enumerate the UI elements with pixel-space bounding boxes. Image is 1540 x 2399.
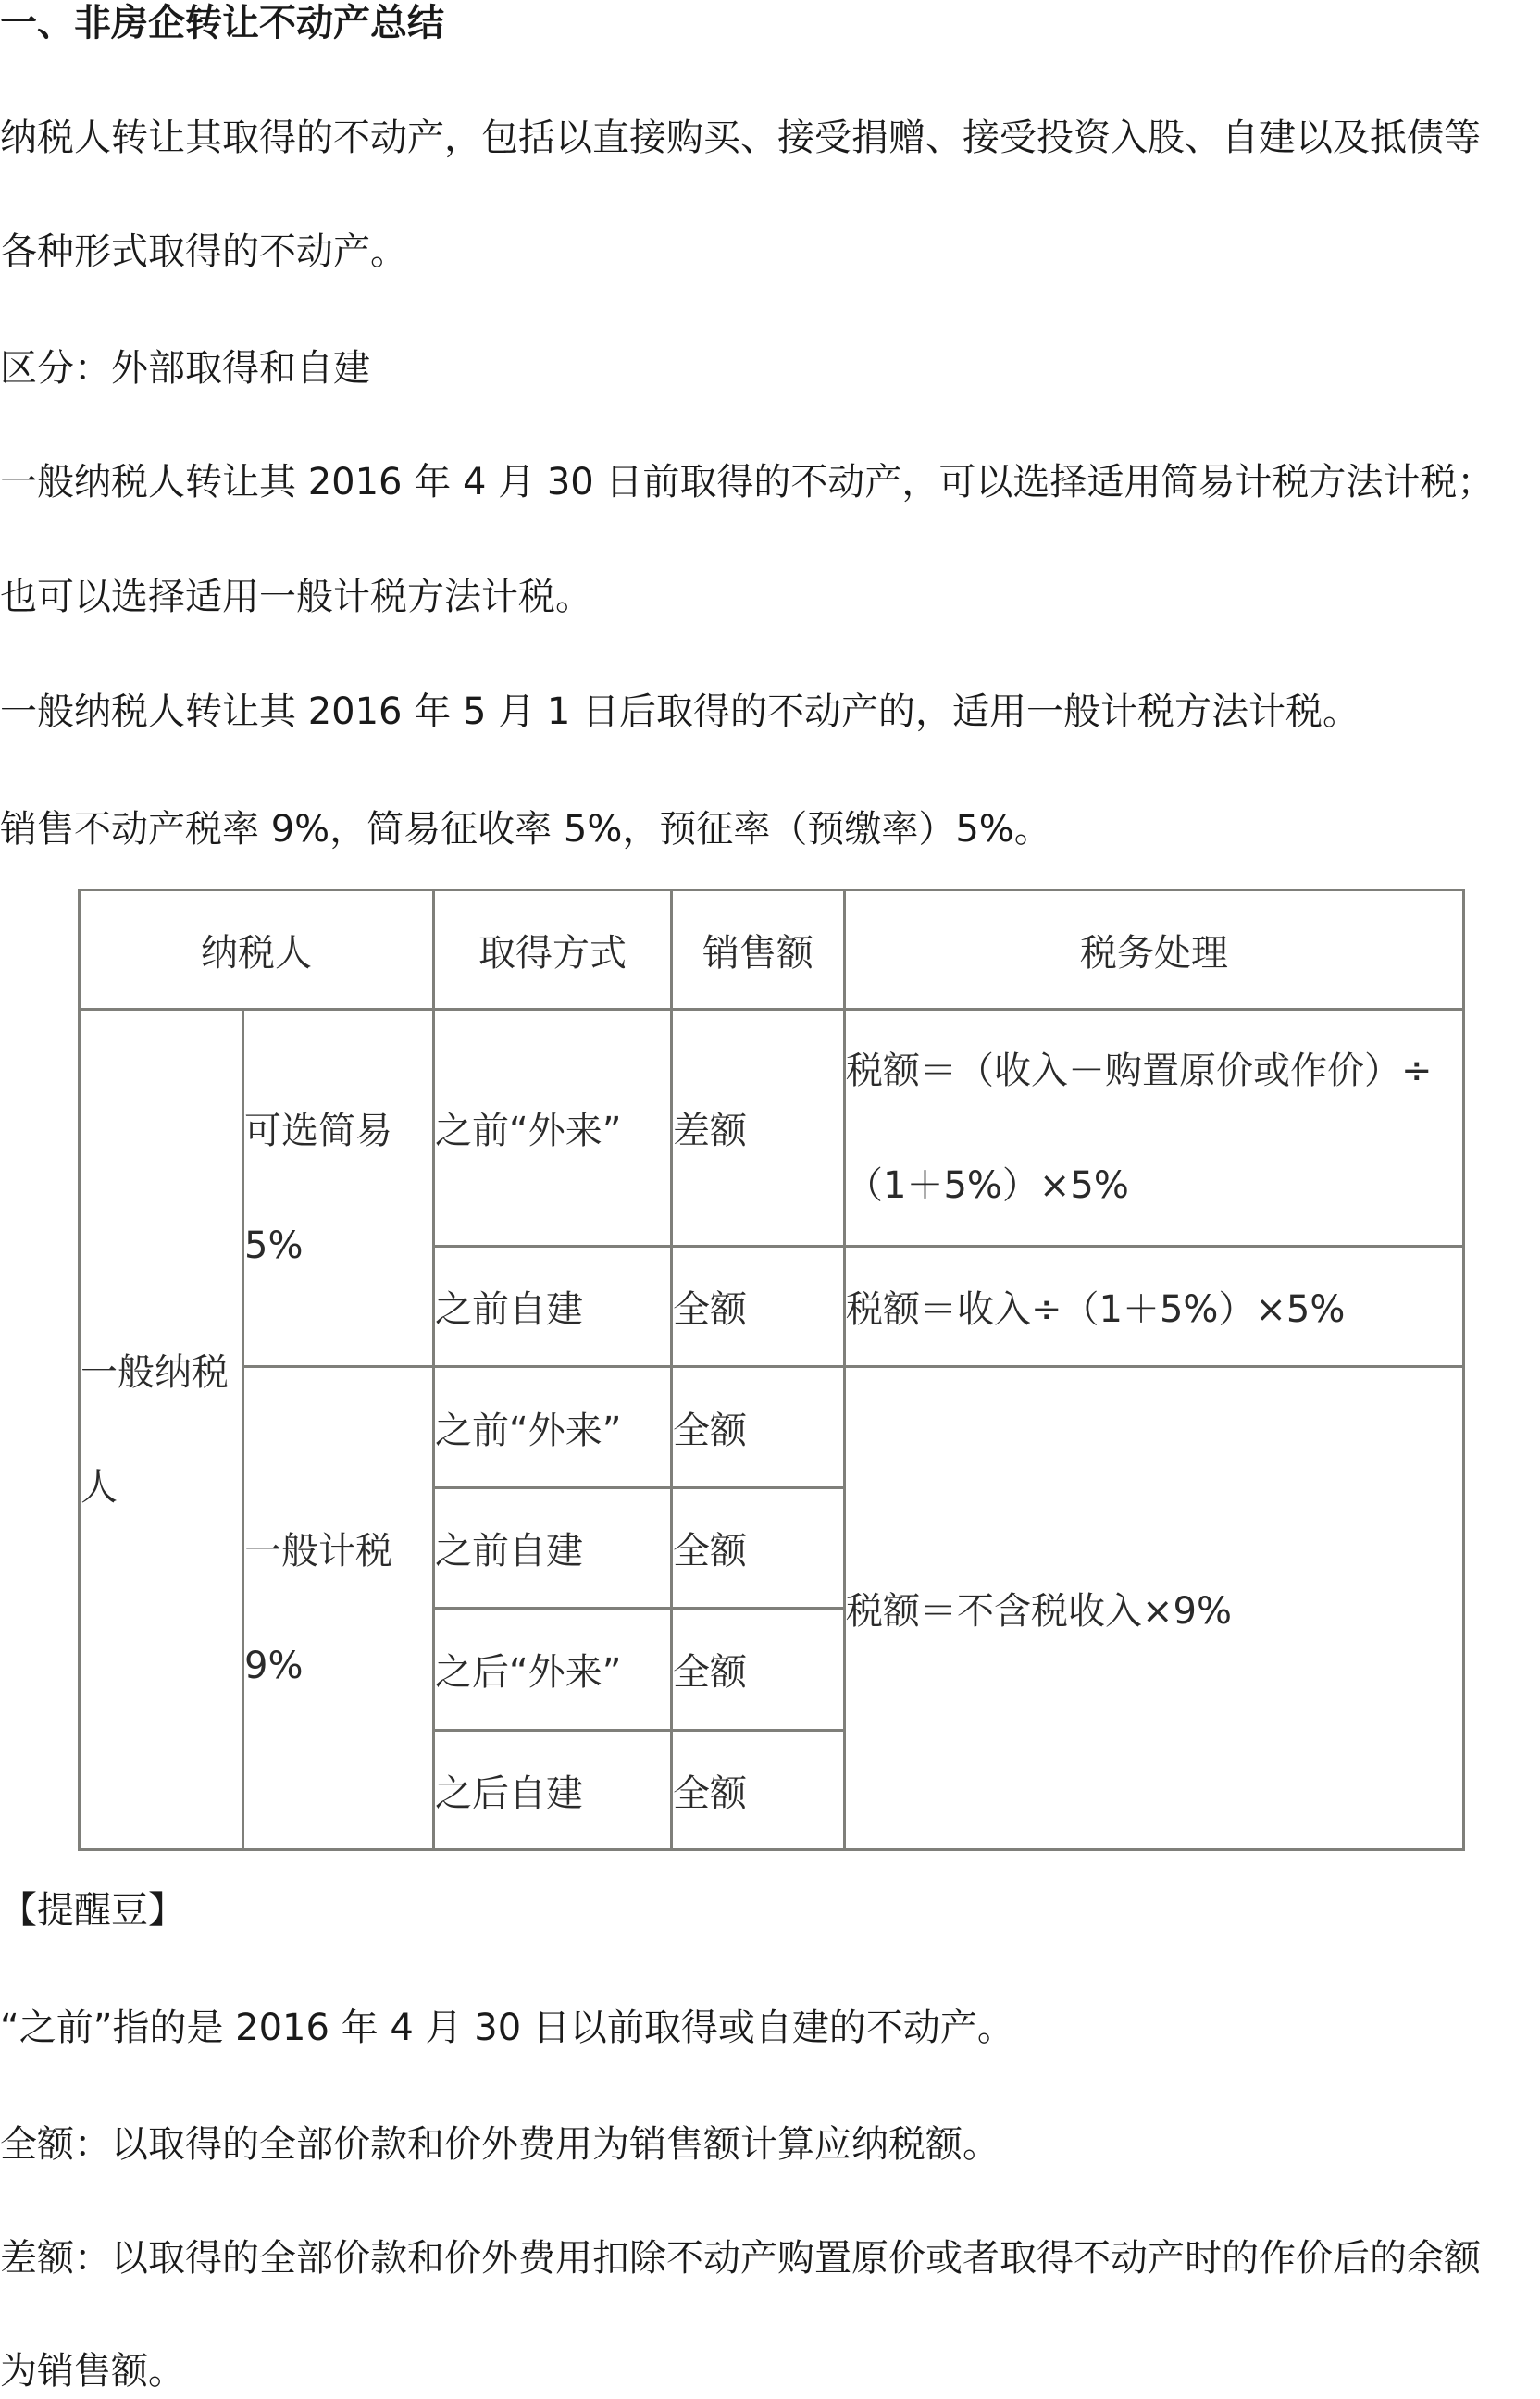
sales-cell: 差额 [672, 1010, 845, 1247]
table-row [80, 1367, 1464, 1488]
sales-cell: 全额 [672, 1731, 845, 1850]
paragraph: 也可以选择适用一般计税方法计税。 [0, 576, 592, 618]
paragraph: 纳税人转让其取得的不动产，包括以直接购买、接受捐赠、接受投资入股、自建以及抵债等 [0, 117, 1481, 159]
header-tax-treatment: 税务处理 [845, 890, 1464, 1010]
acquire-cell: 之前“外来” [434, 1367, 672, 1488]
acquire-cell: 之前“外来” [434, 1010, 672, 1247]
treatment-cell: 税额＝（收入－购置原价或作价）÷（1＋5%）×5% [845, 1010, 1464, 1247]
page-title: 一、非房企转让不动产总结 [0, 2, 444, 44]
sales-cell: 全额 [672, 1367, 845, 1488]
treatment-cell: 税额＝不含税收入×9% [845, 1367, 1464, 1850]
treatment-cell: 税额＝收入÷（1＋5%）×5% [845, 1247, 1464, 1367]
paragraph: 各种形式取得的不动产。 [0, 230, 407, 273]
acquire-cell: 之后自建 [434, 1731, 672, 1850]
tax-treatment-table [78, 889, 1465, 1851]
paragraph: 差额：以取得的全部价款和价外费用扣除不动产购置原价或者取得不动产时的作价后的余额 [0, 2237, 1481, 2280]
method-cell: 可选简易5% [243, 1010, 434, 1367]
table-header-row [80, 890, 1464, 1010]
paragraph: “之前”指的是 2016 年 4 月 30 日以前取得或自建的不动产。 [0, 2007, 1014, 2049]
sales-cell: 全额 [672, 1247, 845, 1367]
acquire-cell: 之前自建 [434, 1488, 672, 1609]
header-sales: 销售额 [672, 890, 845, 1010]
header-acquire-method: 取得方式 [434, 890, 672, 1010]
table-row [80, 1010, 1464, 1247]
paragraph: 全额：以取得的全部价款和价外费用为销售额计算应纳税额。 [0, 2123, 1000, 2166]
reminder-heading: 【提醒豆】 [0, 1889, 185, 1932]
method-cell: 一般计税9% [243, 1367, 434, 1850]
header-taxpayer: 纳税人 [80, 890, 434, 1010]
sales-cell: 全额 [672, 1609, 845, 1731]
paragraph: 销售不动产税率 9%，简易征收率 5%，预征率（预缴率）5%。 [0, 808, 1051, 851]
acquire-cell: 之前自建 [434, 1247, 672, 1367]
paragraph: 区分：外部取得和自建 [0, 347, 370, 390]
taxpayer-cell: 一般纳税人 [80, 1010, 243, 1850]
paragraph: 一般纳税人转让其 2016 年 4 月 30 日前取得的不动产，可以选择适用简易计税方法计税； [0, 461, 1495, 503]
paragraph: 为销售额。 [0, 2350, 185, 2393]
paragraph: 一般纳税人转让其 2016 年 5 月 1 日后取得的不动产的，适用一般计税方法计税。 [0, 690, 1360, 733]
acquire-cell: 之后“外来” [434, 1609, 672, 1731]
sales-cell: 全额 [672, 1488, 845, 1609]
